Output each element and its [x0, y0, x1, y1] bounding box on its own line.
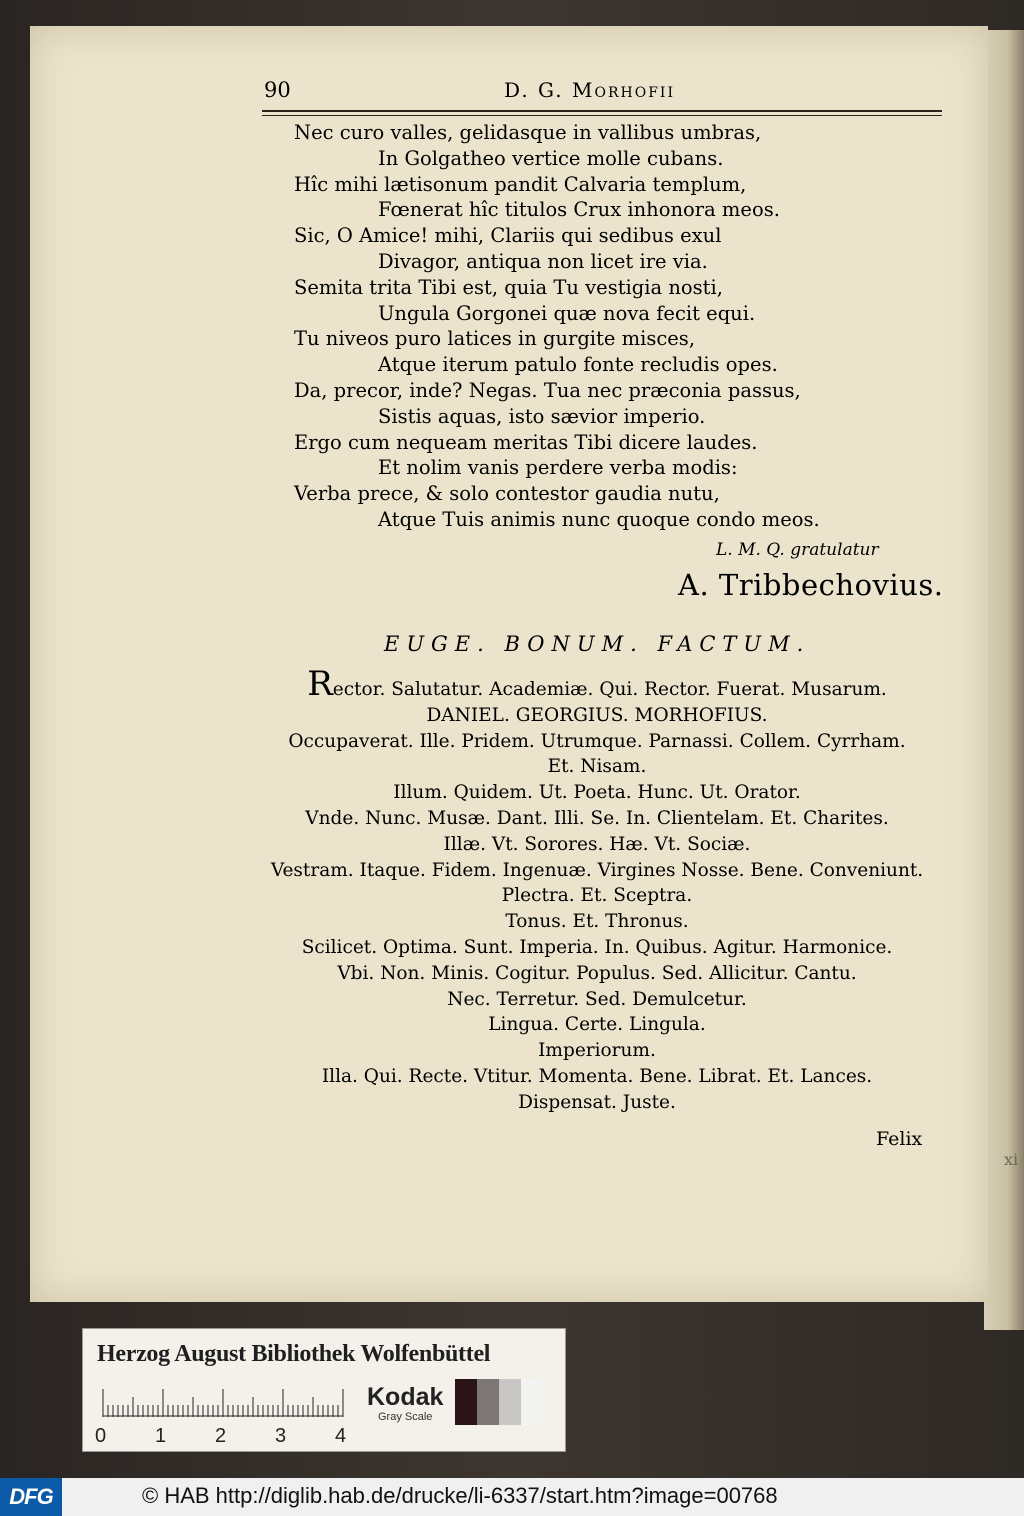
signature-note: L. M. Q. gratulatur [716, 540, 879, 560]
gray-patch [455, 1379, 477, 1425]
running-title: D. G. Morhofii [504, 78, 675, 102]
facing-page-edge [984, 30, 1024, 1330]
poem-line: Et nolim vanis perdere verba modis: [378, 456, 738, 480]
poem-line: Sic, O Amice! mihi, Clariis qui sedibus exul [294, 224, 722, 248]
inscription-line: Dispensat. Juste. [518, 1091, 676, 1113]
inscription-line: Imperiorum. [538, 1040, 656, 1062]
inscription-line: DANIEL. GEORGIUS. MORHOFIUS. [426, 704, 768, 726]
inscription-line: Illum. Quidem. Ut. Poeta. Hunc. Ut. Orator. [393, 782, 801, 804]
poem-line: Verba prece, & solo contestor gaudia nutu, [294, 482, 720, 506]
header-rule [262, 110, 942, 116]
ruler-labels [95, 1425, 365, 1449]
poem-line: Fœnerat hîc titulos Crux inhonora meos. [378, 198, 780, 222]
poem-line: Sistis aquas, isto sævior imperio. [378, 404, 706, 428]
signature-name: A. Tribbechovius. [678, 568, 944, 602]
poem-line: Semita trita Tibi est, quia Tu vestigia nosti, [294, 275, 723, 299]
inscription-line: Vnde. Nunc. Musæ. Dant. Illi. Se. In. Clientelam. Et. Charites. [305, 807, 889, 829]
poem-line: Tu niveos puro latices in gurgite misces, [294, 327, 696, 351]
inscription-line: Et. Nisam. [547, 756, 647, 778]
gray-scale-label: Gray Scale [378, 1411, 433, 1423]
poem-line: Atque iterum patulo fonte recludis opes. [378, 353, 778, 377]
gray-patch [521, 1379, 543, 1425]
page-header [264, 78, 964, 108]
inscription-line: Vbi. Non. Minis. Cogitur. Populus. Sed. Allicitur. Cantu. [337, 962, 857, 984]
poem-line: Atque Tuis animis nunc quoque condo meos. [378, 507, 820, 531]
poem-line: Ergo cum nequeam meritas Tibi dicere laudes. [294, 430, 758, 454]
poem-line: In Golgatheo vertice molle cubans. [378, 146, 724, 170]
inscription-line: Tonus. Et. Thronus. [505, 911, 689, 933]
footer-bar [0, 1478, 1024, 1516]
gray-patch [477, 1379, 499, 1425]
ruler-label: 2 [215, 1425, 227, 1447]
facing-page-fragment: xi [1004, 1150, 1019, 1169]
copyright-link[interactable]: © HAB http://diglib.hab.de/drucke/li-6337/start.htm?image=00768 [142, 1483, 778, 1508]
poem-line: Divagor, antiqua non licet ire via. [378, 249, 708, 273]
poem-line: Nec curo valles, gelidasque in vallibus umbras, [294, 121, 762, 144]
kodak-logo: Kodak [367, 1383, 444, 1411]
inscription-line: Illæ. Vt. Sorores. Hæ. Vt. Sociæ. [443, 833, 751, 855]
inscription-line: Vestram. Itaque. Fidem. Ingenuæ. Virgines Nosse. Bene. Conveniunt. [270, 859, 924, 881]
ruler-label: 1 [155, 1425, 167, 1447]
library-name: Herzog August Bibliothek Wolfenbüttel [97, 1341, 491, 1367]
inscription-line: Occupaverat. Ille. Pridem. Utrumque. Parnassi. Collem. Cyrrham. [288, 730, 906, 752]
poem-block [294, 120, 934, 533]
inscription-line: Lingua. Certe. Lingula. [488, 1014, 706, 1036]
catchword: Felix [876, 1128, 923, 1150]
poem-line: Ungula Gorgonei quæ nova fecit equi. [378, 301, 756, 325]
inscription-line: Scilicet. Optima. Sunt. Imperia. In. Quibus. Agitur. Harmonice. [301, 936, 893, 958]
color-calibration-card [82, 1328, 566, 1452]
ruler-scale [101, 1389, 351, 1417]
ruler-label: 0 [95, 1425, 107, 1447]
gray-scale-patches [455, 1379, 543, 1425]
inscription-line: Nec. Terretur. Sed. Demulcetur. [447, 988, 747, 1010]
gray-patch [499, 1379, 521, 1425]
inscription-block [252, 664, 942, 1116]
poem-line: Hîc mihi lætisonum pandit Calvaria templum, [294, 172, 747, 196]
ruler-label: 4 [335, 1425, 347, 1447]
page-number: 90 [264, 78, 291, 102]
inscription-line: Illa. Qui. Recte. Vtitur. Momenta. Bene. Librat. Et. Lances. [321, 1065, 873, 1087]
inscription-line: Rector. Salutatur. Academiæ. Qui. Rector. Fuerat. Musarum. [307, 664, 887, 704]
ruler-label: 3 [275, 1425, 287, 1447]
inscription-line: Plectra. Et. Sceptra. [501, 885, 693, 907]
poem-line: Da, precor, inde? Negas. Tua nec præconia passus, [294, 378, 801, 402]
section-title: EUGE. BONUM. FACTUM. [384, 632, 811, 656]
dfg-logo: DFG [0, 1478, 62, 1516]
